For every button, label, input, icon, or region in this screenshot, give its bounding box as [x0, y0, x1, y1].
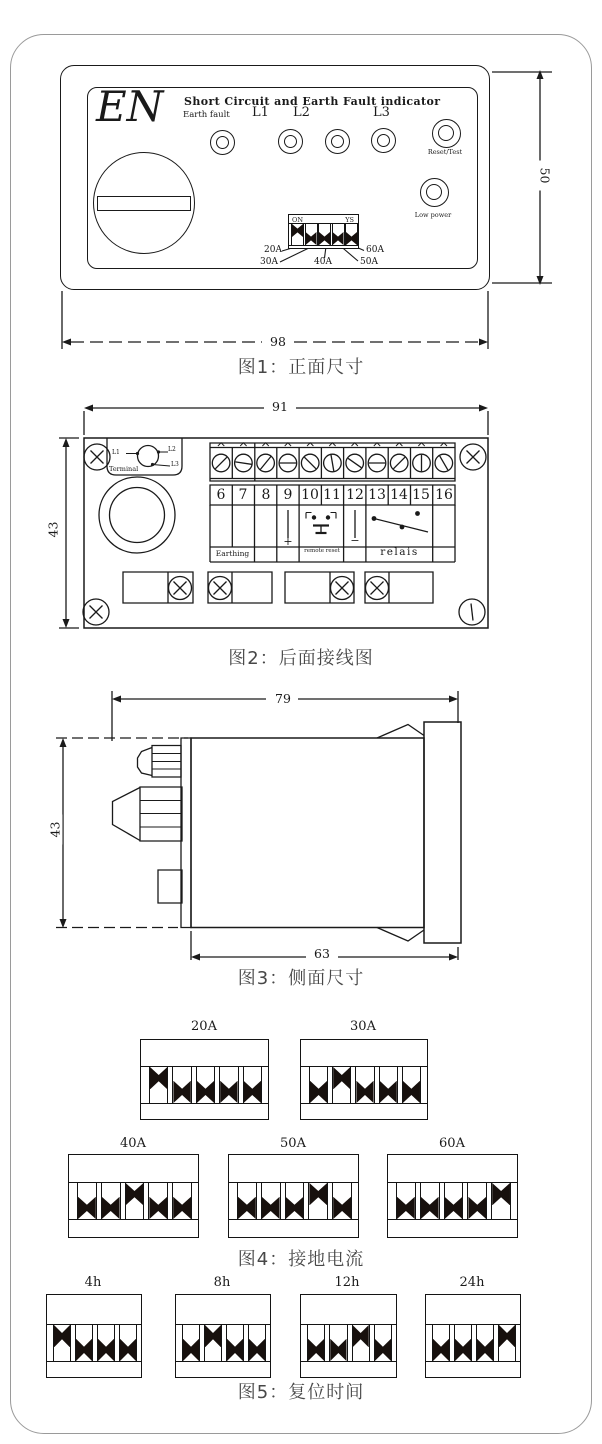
l3-led — [371, 128, 396, 153]
minus-polarity-label: − — [350, 534, 360, 547]
callout-20a: 20A — [264, 245, 282, 255]
l1-led — [278, 129, 303, 154]
dip-switch-lever — [355, 1067, 374, 1103]
dip-label-50a: 50A — [280, 1136, 306, 1151]
remote-reset-label: remote reset — [304, 548, 340, 554]
dip-switch-lever — [77, 1183, 97, 1219]
low-power-button — [420, 178, 449, 207]
terminal-number-7: 7 — [238, 487, 248, 503]
dip-switch-lever — [374, 1325, 392, 1361]
brand-logo: EN — [96, 82, 164, 131]
dip-switch-lever — [332, 1183, 352, 1219]
callout-40a: 40A — [314, 256, 332, 267]
terminal-number-12: 12 — [346, 487, 364, 503]
dip-label-4h: 4h — [84, 1275, 102, 1290]
dip-switch-lever — [329, 1325, 347, 1361]
earth-fault-label: Earth fault — [183, 110, 230, 120]
l2-led — [325, 129, 350, 154]
terminal-pin-l1: L1 — [112, 449, 120, 456]
dip-label-20a: 20A — [191, 1019, 217, 1034]
dip-switch-lever — [243, 1067, 262, 1103]
dip-label-30a: 30A — [350, 1019, 376, 1034]
dip-switch-lever — [182, 1325, 200, 1361]
dip-switch-lever — [172, 1183, 192, 1219]
dip-switch-lever — [432, 1325, 450, 1361]
dip-switch-lever — [226, 1325, 244, 1361]
terminal-box-label: Terminal — [109, 465, 139, 473]
dip-switch-lever — [309, 1067, 328, 1103]
dip-ys-label: YS — [345, 216, 354, 224]
low-power-label: Low power — [414, 211, 452, 219]
terminal-number-10: 10 — [301, 487, 319, 503]
dip-switch-lever — [491, 1183, 511, 1219]
dip-switch-lever — [305, 224, 318, 245]
dip-switch-lever — [204, 1325, 222, 1361]
dip-switch-lever — [396, 1183, 416, 1219]
dip-block-50a — [228, 1154, 359, 1238]
dip-block-12h — [300, 1294, 397, 1378]
dip-switch-lever — [308, 1183, 328, 1219]
fig2-height-dim: 43 — [46, 515, 61, 545]
phase-label-l2: L2 — [293, 105, 310, 120]
callout-50a: 50A — [360, 256, 378, 267]
terminal-number-16: 16 — [435, 487, 453, 503]
terminal-pin-l2: L2 — [168, 446, 176, 453]
terminal-number-8: 8 — [261, 487, 271, 503]
dip-switch-lever — [379, 1067, 398, 1103]
knob-slot — [97, 196, 191, 211]
dip-switch-lever — [172, 1067, 191, 1103]
terminal-number-11: 11 — [323, 487, 341, 503]
dip-switch-lever — [420, 1183, 440, 1219]
fig4-caption: 图4：接地电流 — [237, 1249, 365, 1270]
terminal-number-6: 6 — [216, 487, 226, 503]
dip-switch-lever — [402, 1067, 421, 1103]
dip-switch-lever — [97, 1325, 115, 1361]
dip-block-60a — [387, 1154, 518, 1238]
dip-switch-lever — [332, 1067, 351, 1103]
dip-block-20a — [140, 1039, 269, 1120]
dip-switch-lever — [444, 1183, 464, 1219]
earth-fault-led — [210, 130, 235, 155]
fig3-caption: 图3：侧面尺寸 — [237, 968, 365, 989]
fig3-bottom-dim: 63 — [308, 946, 336, 961]
dip-switch-lever — [332, 224, 345, 245]
dip-switch-lever — [285, 1183, 305, 1219]
fig3-height-dim: 43 — [48, 815, 63, 845]
terminal-number-15: 15 — [412, 487, 430, 503]
dip-switch-lever — [119, 1325, 137, 1361]
dip-switch-lever — [291, 224, 304, 245]
dip-block-8h — [175, 1294, 271, 1378]
dip-switch-lever — [248, 1325, 266, 1361]
phase-label-l3: L3 — [373, 105, 390, 120]
dip-switch-lever — [148, 1183, 168, 1219]
fig1-width-dim: 98 — [264, 334, 292, 349]
dip-switch-lever — [75, 1325, 93, 1361]
dip-switch-lever — [318, 224, 331, 245]
fig5-caption: 图5：复位时间 — [237, 1382, 365, 1403]
reset-test-button — [432, 119, 461, 148]
callout-60a: 60A — [366, 245, 384, 255]
dip-switch-lever — [454, 1325, 472, 1361]
front-dip-switch — [288, 214, 359, 249]
fig2-width-dim: 91 — [266, 399, 294, 414]
dip-switch-lever — [196, 1067, 215, 1103]
dip-block-40a — [68, 1154, 199, 1238]
terminal-pin-l3: L3 — [171, 461, 179, 468]
terminal-number-13: 13 — [368, 487, 386, 503]
dip-switch-lever — [219, 1067, 238, 1103]
dip-switch-lever — [352, 1325, 370, 1361]
dip-switch-lever — [467, 1183, 487, 1219]
dip-switch-lever — [476, 1325, 494, 1361]
fig2-caption: 图2：后面接线图 — [228, 648, 374, 669]
dip-switch-lever — [345, 224, 358, 245]
dip-label-8h: 8h — [213, 1275, 231, 1290]
plus-polarity-label: + — [283, 535, 293, 548]
dip-on-label: ON — [292, 216, 304, 224]
dip-block-24h — [425, 1294, 521, 1378]
phase-label-l1: L1 — [252, 105, 269, 120]
terminal-number-14: 14 — [390, 487, 408, 503]
dip-label-40a: 40A — [120, 1136, 146, 1151]
device-title: Short Circuit and Earth Fault indicator — [184, 95, 441, 108]
dip-block-30a — [300, 1039, 428, 1120]
dip-switch-lever — [307, 1325, 325, 1361]
terminal-number-9: 9 — [283, 487, 293, 503]
fig1-height-dim: 50 — [538, 161, 553, 191]
dip-switch-lever — [498, 1325, 516, 1361]
dip-switch-lever — [149, 1067, 168, 1103]
earthing-label: Earthing — [215, 549, 250, 558]
callout-30a: 30A — [260, 256, 278, 267]
dip-switch-lever — [125, 1183, 145, 1219]
dip-switch-lever — [261, 1183, 281, 1219]
dip-switch-lever — [237, 1183, 257, 1219]
dip-switch-lever — [53, 1325, 71, 1361]
dip-block-4h — [46, 1294, 142, 1378]
dip-switch-lever — [101, 1183, 121, 1219]
relais-label: relais — [380, 546, 419, 558]
reset-test-label: Reset/Test — [427, 148, 463, 156]
fig3-top-dim: 79 — [269, 691, 297, 706]
fig1-caption: 图1：正面尺寸 — [237, 357, 365, 378]
dip-label-24h: 24h — [459, 1275, 485, 1290]
dip-label-60a: 60A — [439, 1136, 465, 1151]
dip-label-12h: 12h — [334, 1275, 360, 1290]
